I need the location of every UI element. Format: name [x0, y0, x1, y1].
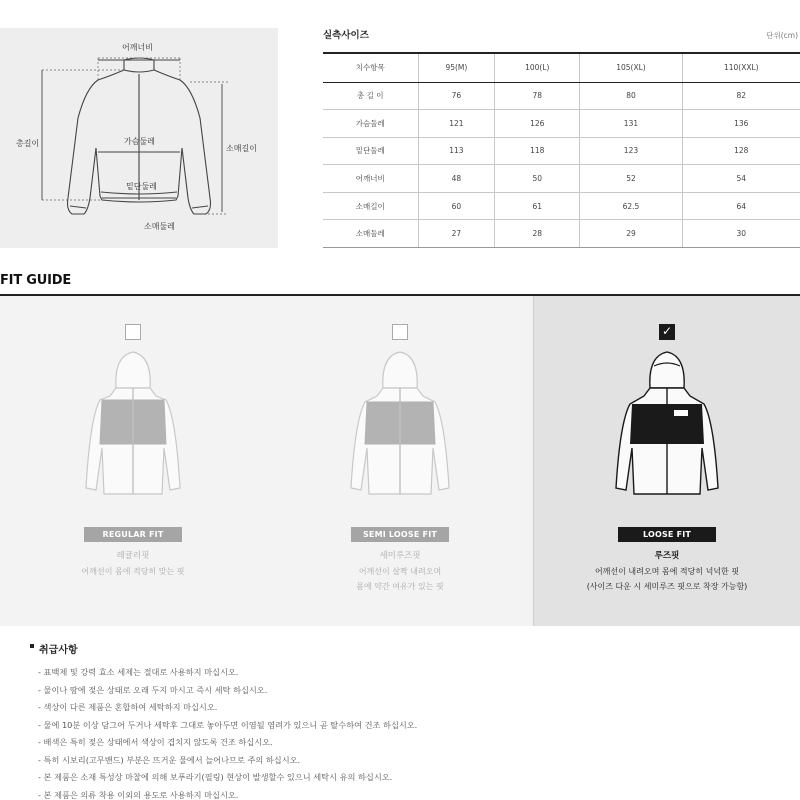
table-cell: 54: [682, 165, 800, 193]
table-cell: 82: [682, 82, 800, 110]
fit-description: [0, 564, 266, 579]
table-cell: 61: [495, 192, 580, 220]
table-row: [323, 137, 800, 165]
size-table-title: 실측사이즈: [323, 30, 369, 41]
table-cell: 소매길이: [323, 192, 418, 220]
table-cell: 60: [418, 192, 495, 220]
checkbox-checked-icon[interactable]: ✓: [659, 324, 675, 340]
fit-name: 레귤러핏: [116, 551, 150, 561]
table-cell: 76: [418, 82, 495, 110]
table-cell: 52: [580, 165, 682, 193]
size-diagram: [0, 28, 278, 248]
sleeve-length-label: 소매길이: [226, 144, 257, 153]
checkbox-icon[interactable]: [125, 324, 141, 340]
header-cell: 치수항목: [323, 53, 418, 82]
fit-description: [534, 564, 800, 594]
fit-tag: SEMI LOOSE FIT: [351, 527, 449, 542]
table-cell: 123: [580, 137, 682, 165]
fit-guide-title: FIT GUIDE: [0, 273, 72, 288]
table-row: [323, 220, 800, 248]
table-row: [323, 165, 800, 193]
fit-description-line: 어깨선이 내려오며 몸에 적당히 넉넉한 핏: [594, 567, 740, 576]
list-item: - 특히 시보리(고무밴드) 부분은 뜨거운 물에서 늘어나므로 주의 하십시오.: [38, 754, 301, 765]
table-cell: 121: [418, 110, 495, 138]
table-cell: 어깨너비: [323, 165, 418, 193]
table-cell: 64: [682, 192, 800, 220]
table-cell: 136: [682, 110, 800, 138]
table-row: [323, 82, 800, 110]
fit-name: 세미루즈핏: [379, 551, 421, 561]
table-cell: 113: [418, 137, 495, 165]
table-cell: 128: [682, 137, 800, 165]
hem-label: 밑단둘레: [126, 182, 157, 191]
header-cell: 110(XXL): [682, 53, 800, 82]
list-item: - 표백제 및 강력 효소 세제는 절대로 사용하지 마십시오.: [38, 667, 239, 677]
care-title: 취급사항: [39, 641, 78, 656]
fit-option-semi-loose[interactable]: [267, 296, 533, 626]
chest-label: 가슴둘레: [124, 137, 155, 146]
fit-guide-panel: [0, 296, 800, 626]
shoulder-width-label: 어깨너비: [122, 43, 153, 52]
header-cell: 100(L): [495, 53, 580, 82]
table-cell: 50: [495, 165, 580, 193]
table-cell: 총 길 이: [323, 82, 418, 110]
table-cell: 131: [580, 110, 682, 138]
table-cell: 118: [495, 137, 580, 165]
list-item: - 본 제품은 소재 특성상 마찰에 의해 보푸라기(필링) 현상이 발생할수 있으니 세탁시 유의 하십시오.: [38, 772, 393, 782]
list-item: - 물에 10분 이상 담그어 두거나 세탁후 그대로 놓아두면 이염될 염려가 있으니 곧 탈수하여 건조 하십시오.: [38, 719, 418, 730]
size-table-header-row: [323, 53, 800, 82]
fit-tag: REGULAR FIT: [84, 527, 182, 542]
table-cell: 가슴둘레: [323, 110, 418, 138]
header-cell: 105(XL): [580, 53, 682, 82]
fit-description-line: (사이즈 다운 시 세미루즈 핏으로 착장 가능함): [586, 582, 748, 591]
fit-description-line: 몸에 약간 여유가 있는 핏: [356, 582, 444, 591]
checkbox-icon[interactable]: [392, 324, 408, 340]
fit-option-loose[interactable]: [533, 296, 800, 626]
table-cell: 48: [418, 165, 495, 193]
table-cell: 80: [580, 82, 682, 110]
list-item: - 배색은 특히 젖은 상태에서 색상이 겹치지 않도록 건조 하십시오.: [38, 737, 273, 747]
list-item: - 본 제품은 의류 착용 이외의 용도로 사용하지 마십시오.: [38, 789, 239, 800]
fit-option-regular[interactable]: [0, 296, 266, 626]
fit-tag: LOOSE FIT: [618, 527, 716, 542]
cuff-label: 소매둘레: [144, 222, 175, 231]
care-list: [38, 664, 417, 800]
list-item: - 물이나 땀에 젖은 상태로 오래 두지 마시고 즉시 세탁 하십시오.: [38, 684, 268, 695]
header-cell: 95(M): [418, 53, 495, 82]
table-row: [323, 110, 800, 138]
table-cell: 28: [495, 220, 580, 248]
table-cell: 29: [580, 220, 682, 248]
size-table: [323, 52, 800, 248]
fit-description-line: 어깨선이 살짝 내려오며: [358, 567, 442, 576]
table-cell: 78: [495, 82, 580, 110]
list-item: - 색상이 다른 제품은 혼합하여 세탁하지 마십시오.: [38, 702, 218, 712]
fit-description-line: 어깨선이 몸에 적당히 맞는 핏: [81, 567, 185, 576]
table-cell: 27: [418, 220, 495, 248]
table-cell: 62.5: [580, 192, 682, 220]
table-cell: 밑단둘레: [323, 137, 418, 165]
table-row: [323, 192, 800, 220]
table-cell: 30: [682, 220, 800, 248]
jacket-icon: [80, 348, 186, 508]
fit-name: 루즈핏: [654, 551, 680, 561]
table-cell: 소매둘레: [323, 220, 418, 248]
jacket-icon: [347, 348, 453, 508]
total-length-label: 총길이: [16, 139, 40, 148]
jacket-icon: [614, 348, 720, 508]
fit-description: [267, 564, 533, 594]
size-unit-label: 단위(cm): [766, 31, 798, 40]
table-cell: 126: [495, 110, 580, 138]
